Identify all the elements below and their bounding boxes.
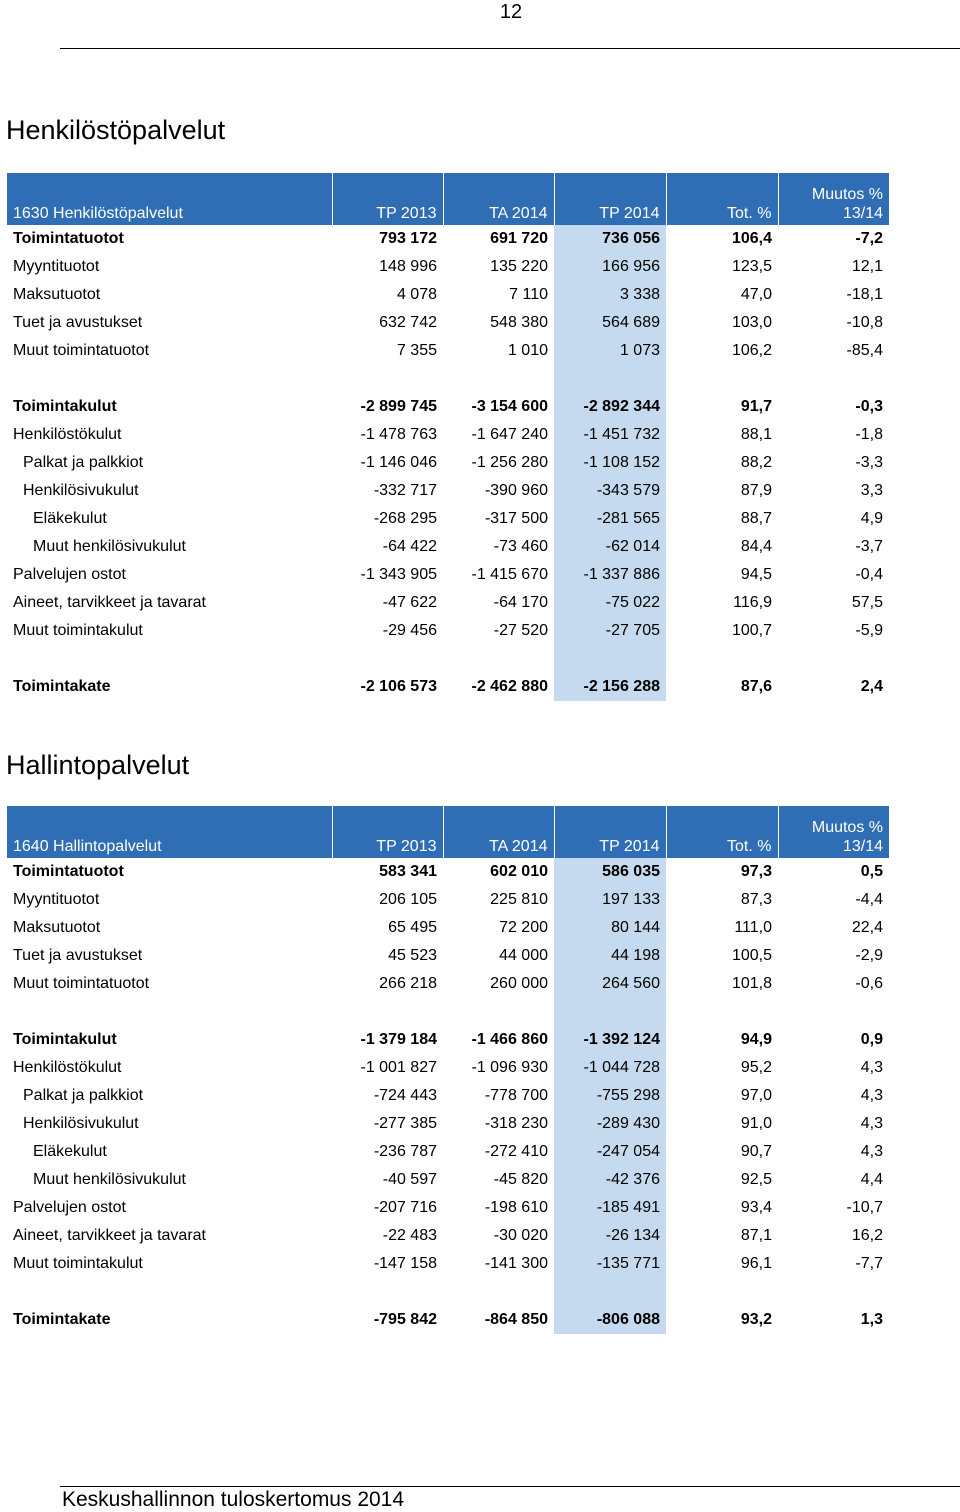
change-percent-cell: 57,5	[851, 594, 883, 611]
spacer-cell	[778, 1278, 889, 1306]
spacer-cell	[332, 365, 443, 393]
tp2014-cell: 197 133	[554, 886, 666, 914]
table-row	[7, 533, 889, 561]
row-label: Palvelujen ostot	[13, 566, 126, 583]
tp2013-cell: 206 105	[379, 891, 437, 908]
spacer-cell	[7, 998, 332, 1026]
tp2013-cell: -1 343 905	[360, 566, 437, 583]
tp2014-cell: -806 088	[554, 1306, 666, 1334]
row-label: Muut toimintatuotot	[13, 975, 150, 992]
ta2014-cell: 225 810	[490, 891, 548, 908]
tp2013-cell: -277 385	[373, 1115, 437, 1132]
ta2014-cell: -45 820	[493, 1171, 548, 1188]
ta2014-cell: -864 850	[484, 1311, 548, 1328]
tp2013-cell: -207 716	[373, 1199, 437, 1216]
header-unit-label: 1640 Hallintopalvelut	[7, 806, 332, 858]
change-percent-cell: -10,7	[846, 1199, 883, 1216]
change-percent-cell: -10,8	[846, 314, 883, 331]
tp2013-cell: 632 742	[379, 314, 437, 331]
tp2014-cell: 264 560	[554, 970, 666, 998]
tp2014-cell: -42 376	[554, 1166, 666, 1194]
header-change-percent	[778, 173, 889, 225]
change-percent-cell: -3,7	[855, 538, 883, 555]
table-row	[7, 1026, 889, 1054]
spacer-cell	[332, 645, 443, 673]
table-row	[7, 858, 889, 886]
tp2014-cell: 166 956	[554, 253, 666, 281]
tp2014-cell: -1 451 732	[554, 421, 666, 449]
section-title-henkilostopalvelut: Henkilöstöpalvelut	[6, 115, 226, 145]
row-label: Muut toimintakulut	[13, 1255, 143, 1272]
tp2014-cell: -135 771	[554, 1250, 666, 1278]
change-percent-cell: 2,4	[860, 678, 883, 695]
ta2014-cell: -30 020	[493, 1227, 548, 1244]
header-change-line1: Muutos %	[811, 186, 883, 203]
table-row	[7, 1138, 889, 1166]
tp2013-cell: -22 483	[382, 1227, 437, 1244]
table-row	[7, 1054, 889, 1082]
spacer-cell	[443, 1278, 554, 1306]
change-percent-cell: -0,4	[855, 566, 883, 583]
tot-percent-cell: 88,1	[740, 426, 772, 443]
tot-percent-cell: 94,5	[740, 566, 772, 583]
change-percent-cell: 4,3	[860, 1059, 883, 1076]
tp2014-cell: -1 392 124	[554, 1026, 666, 1054]
ta2014-cell: 548 380	[490, 314, 548, 331]
row-label: Toimintatuotot	[13, 863, 124, 880]
tp2013-cell: -40 597	[382, 1171, 437, 1188]
tp2014-cell: -27 705	[554, 617, 666, 645]
spacer-cell	[778, 645, 889, 673]
ta2014-cell: 691 720	[490, 230, 548, 247]
table-row	[7, 505, 889, 533]
tp2014-cell: -1 044 728	[554, 1054, 666, 1082]
tot-percent-cell: 94,9	[740, 1031, 772, 1048]
ta2014-cell: -272 410	[484, 1143, 548, 1160]
row-label: Palkat ja palkkiot	[23, 454, 144, 471]
tot-percent-cell: 95,2	[740, 1059, 772, 1076]
row-label: Toimintakate	[13, 1311, 111, 1328]
ta2014-cell: -317 500	[484, 510, 548, 527]
tot-percent-cell: 93,2	[740, 1311, 772, 1328]
tp2013-cell: -2 899 745	[360, 398, 437, 415]
table-row	[7, 393, 889, 421]
tot-percent-cell: 123,5	[731, 258, 772, 275]
table-row	[7, 1306, 889, 1334]
change-percent-cell: 1,3	[860, 1311, 883, 1328]
row-label: Maksutuotot	[13, 919, 101, 936]
footer-rule	[60, 1486, 960, 1487]
ta2014-cell: 135 220	[490, 258, 548, 275]
header-change-line2: 13/14	[842, 205, 883, 222]
tot-percent-cell: 87,1	[740, 1227, 772, 1244]
row-label: Toimintatuotot	[13, 230, 124, 247]
table-row	[7, 970, 889, 998]
tot-percent-cell: 116,9	[733, 594, 772, 611]
tp2013-cell: -1 146 046	[360, 454, 437, 471]
table-row	[7, 942, 889, 970]
ta2014-cell: 7 110	[509, 286, 548, 303]
tp2014-cell: -281 565	[554, 505, 666, 533]
table-row	[7, 914, 889, 942]
tp2014-cell: 564 689	[554, 309, 666, 337]
tp2013-cell: 45 523	[388, 947, 437, 964]
header-change-line1: Muutos %	[811, 819, 883, 836]
header-tot-percent: Tot. %	[666, 806, 778, 858]
spacer-row	[7, 365, 889, 393]
change-percent-cell: 4,4	[860, 1171, 883, 1188]
tp2013-cell: 4 078	[396, 286, 437, 303]
financial-table-henkilostopalvelut	[7, 173, 889, 701]
table-row	[7, 561, 889, 589]
tot-percent-cell: 97,0	[740, 1087, 772, 1104]
table-body	[7, 225, 889, 701]
table-row	[7, 1082, 889, 1110]
table-row	[7, 449, 889, 477]
tp2014-cell: -26 134	[554, 1222, 666, 1250]
header-ta2014: TA 2014	[443, 806, 554, 858]
tot-percent-cell: 97,3	[740, 863, 772, 880]
row-label: Aineet, tarvikkeet ja tavarat	[13, 1227, 206, 1244]
row-label: Eläkekulut	[33, 510, 107, 527]
row-label: Henkilösivukulut	[23, 482, 139, 499]
ta2014-cell: 1 010	[507, 342, 548, 359]
row-label: Henkilöstökulut	[13, 1059, 122, 1076]
row-label: Aineet, tarvikkeet ja tavarat	[13, 594, 206, 611]
tot-percent-cell: 84,4	[740, 538, 772, 555]
change-percent-cell: -7,7	[855, 1255, 883, 1272]
tp2013-cell: -29 456	[382, 622, 437, 639]
table-row	[7, 1166, 889, 1194]
spacer-cell	[7, 645, 332, 673]
tp2014-cell: -185 491	[554, 1194, 666, 1222]
spacer-cell	[778, 998, 889, 1026]
ta2014-cell: -778 700	[484, 1087, 548, 1104]
tp2014-cell: -62 014	[554, 533, 666, 561]
table-row	[7, 421, 889, 449]
change-percent-cell: 0,9	[860, 1031, 883, 1048]
tot-percent-cell: 88,2	[740, 454, 772, 471]
ta2014-cell: -390 960	[484, 482, 548, 499]
tp2014-cell: -289 430	[554, 1110, 666, 1138]
change-percent-cell: -0,3	[855, 398, 883, 415]
spacer-cell	[7, 1278, 332, 1306]
table-row	[7, 1222, 889, 1250]
row-label: Muut henkilösivukulut	[33, 1171, 186, 1188]
section-title-hallintopalvelut: Hallintopalvelut	[6, 750, 190, 780]
row-label: Myyntituotot	[13, 891, 100, 908]
tp2013-cell: -268 295	[373, 510, 437, 527]
tp2013-cell: 148 996	[379, 258, 437, 275]
table-row	[7, 281, 889, 309]
spacer-cell	[443, 645, 554, 673]
change-percent-cell: -7,2	[855, 230, 883, 247]
tp2014-cell: 80 144	[554, 914, 666, 942]
spacer-cell	[778, 365, 889, 393]
ta2014-cell: 44 000	[499, 947, 548, 964]
row-label: Tuet ja avustukset	[13, 947, 143, 964]
tot-percent-cell: 96,1	[740, 1255, 772, 1272]
header-tp2014: TP 2014	[554, 173, 666, 225]
tp2014-spacer-cell	[554, 645, 666, 673]
row-label: Henkilösivukulut	[23, 1115, 139, 1132]
ta2014-cell: -1 415 670	[471, 566, 548, 583]
tot-percent-cell: 87,3	[740, 891, 772, 908]
row-label: Tuet ja avustukset	[13, 314, 143, 331]
header-tp2013: TP 2013	[332, 173, 443, 225]
change-percent-cell: 22,4	[851, 919, 883, 936]
tp2014-cell: 736 056	[554, 225, 666, 253]
change-percent-cell: -1,8	[855, 426, 883, 443]
spacer-cell	[666, 645, 778, 673]
change-percent-cell: 12,1	[851, 258, 883, 275]
change-percent-cell: -85,4	[846, 342, 883, 359]
change-percent-cell: -0,6	[855, 975, 883, 992]
tot-percent-cell: 91,0	[740, 1115, 772, 1132]
tp2014-spacer-cell	[554, 998, 666, 1026]
tp2014-cell: -75 022	[554, 589, 666, 617]
ta2014-cell: -2 462 880	[471, 678, 548, 695]
tp2014-cell: 3 338	[554, 281, 666, 309]
spacer-cell	[443, 365, 554, 393]
page-number: 12	[499, 1, 523, 23]
tp2014-cell: -1 337 886	[554, 561, 666, 589]
row-label: Myyntituotot	[13, 258, 100, 275]
tot-percent-cell: 103,0	[731, 314, 772, 331]
tp2013-cell: -1 478 763	[360, 426, 437, 443]
table-row	[7, 589, 889, 617]
tp2014-cell: 586 035	[554, 858, 666, 886]
tot-percent-cell: 106,2	[731, 342, 772, 359]
tp2013-cell: -1 379 184	[360, 1031, 437, 1048]
header-change-percent	[778, 806, 889, 858]
row-label: Maksutuotot	[13, 286, 101, 303]
spacer-row	[7, 1278, 889, 1306]
ta2014-cell: -64 170	[493, 594, 548, 611]
spacer-cell	[443, 998, 554, 1026]
header-tp2013: TP 2013	[332, 806, 443, 858]
table-row	[7, 309, 889, 337]
tot-percent-cell: 88,7	[740, 510, 772, 527]
table-row	[7, 673, 889, 701]
table-header-row	[7, 173, 889, 225]
change-percent-cell: -2,9	[855, 947, 883, 964]
table-row	[7, 225, 889, 253]
row-label: Toimintakate	[13, 678, 111, 695]
tp2014-cell: -1 108 152	[554, 449, 666, 477]
tot-percent-cell: 91,7	[740, 398, 772, 415]
footer-text: Keskushallinnon tuloskertomus 2014	[62, 1488, 405, 1511]
ta2014-cell: 602 010	[490, 863, 548, 880]
ta2014-cell: 260 000	[490, 975, 548, 992]
table-row	[7, 1250, 889, 1278]
spacer-cell	[332, 1278, 443, 1306]
table-body	[7, 858, 889, 1334]
tp2013-cell: -795 842	[373, 1311, 437, 1328]
change-percent-cell: 16,2	[851, 1227, 883, 1244]
header-change-line2: 13/14	[842, 838, 883, 855]
tot-percent-cell: 101,8	[731, 975, 772, 992]
row-label: Henkilöstökulut	[13, 426, 122, 443]
tp2013-cell: -236 787	[373, 1143, 437, 1160]
tp2014-spacer-cell	[554, 365, 666, 393]
tot-percent-cell: 93,4	[740, 1199, 772, 1216]
table-row	[7, 337, 889, 365]
row-label: Toimintakulut	[13, 398, 117, 415]
tp2014-cell: 1 073	[554, 337, 666, 365]
tot-percent-cell: 92,5	[740, 1171, 772, 1188]
tp2014-cell: -2 156 288	[554, 673, 666, 701]
change-percent-cell: -18,1	[846, 286, 883, 303]
tp2013-cell: -2 106 573	[360, 678, 437, 695]
tp2014-spacer-cell	[554, 1278, 666, 1306]
ta2014-cell: -1 647 240	[471, 426, 548, 443]
change-percent-cell: 3,3	[860, 482, 883, 499]
tp2013-cell: 7 355	[396, 342, 437, 359]
tp2013-cell: -1 001 827	[360, 1059, 437, 1076]
change-percent-cell: 4,3	[860, 1087, 883, 1104]
ta2014-cell: -1 466 860	[471, 1031, 548, 1048]
ta2014-cell: -1 256 280	[471, 454, 548, 471]
spacer-cell	[7, 365, 332, 393]
tp2014-cell: 44 198	[554, 942, 666, 970]
header-rule	[60, 48, 960, 49]
spacer-row	[7, 645, 889, 673]
tot-percent-cell: 90,7	[740, 1143, 772, 1160]
row-label: Muut toimintakulut	[13, 622, 143, 639]
tot-percent-cell: 111,0	[734, 919, 772, 936]
tot-percent-cell: 87,6	[740, 678, 772, 695]
header-tot-percent: Tot. %	[666, 173, 778, 225]
ta2014-cell: -3 154 600	[471, 398, 548, 415]
tp2013-cell: 793 172	[379, 230, 437, 247]
header-tp2014: TP 2014	[554, 806, 666, 858]
financial-table-hallintopalvelut	[7, 806, 889, 1334]
row-label: Eläkekulut	[33, 1143, 107, 1160]
change-percent-cell: -4,4	[855, 891, 883, 908]
ta2014-cell: -73 460	[493, 538, 548, 555]
tot-percent-cell: 106,4	[731, 230, 772, 247]
change-percent-cell: 4,3	[860, 1143, 883, 1160]
tp2013-cell: 65 495	[388, 919, 437, 936]
tp2013-cell: -47 622	[382, 594, 437, 611]
tp2013-cell: 266 218	[379, 975, 437, 992]
ta2014-cell: -1 096 930	[471, 1059, 548, 1076]
tp2013-cell: -147 158	[373, 1255, 437, 1272]
tot-percent-cell: 47,0	[740, 286, 772, 303]
ta2014-cell: 72 200	[499, 919, 548, 936]
row-label: Palkat ja palkkiot	[23, 1087, 144, 1104]
tp2013-cell: -64 422	[382, 538, 437, 555]
table-row	[7, 1110, 889, 1138]
row-label: Toimintakulut	[13, 1031, 117, 1048]
table-row	[7, 1194, 889, 1222]
spacer-row	[7, 998, 889, 1026]
spacer-cell	[666, 998, 778, 1026]
table-row	[7, 617, 889, 645]
table-row	[7, 477, 889, 505]
tp2014-cell: -247 054	[554, 1138, 666, 1166]
change-percent-cell: 0,5	[860, 863, 883, 880]
tp2014-cell: -755 298	[554, 1082, 666, 1110]
spacer-cell	[332, 998, 443, 1026]
change-percent-cell: -5,9	[855, 622, 883, 639]
row-label: Muut toimintatuotot	[13, 342, 150, 359]
change-percent-cell: 4,9	[860, 510, 883, 527]
table-row	[7, 886, 889, 914]
ta2014-cell: -27 520	[493, 622, 548, 639]
tp2014-cell: -343 579	[554, 477, 666, 505]
header-unit-label: 1630 Henkilöstöpalvelut	[7, 173, 332, 225]
tp2013-cell: 583 341	[379, 863, 437, 880]
tot-percent-cell: 100,5	[731, 947, 772, 964]
tp2014-cell: -2 892 344	[554, 393, 666, 421]
tot-percent-cell: 87,9	[740, 482, 772, 499]
ta2014-cell: -198 610	[484, 1199, 548, 1216]
change-percent-cell: -3,3	[855, 454, 883, 471]
tp2013-cell: -724 443	[373, 1087, 437, 1104]
row-label: Palvelujen ostot	[13, 1199, 126, 1216]
change-percent-cell: 4,3	[860, 1115, 883, 1132]
tot-percent-cell: 100,7	[731, 622, 772, 639]
table-row	[7, 253, 889, 281]
table-header-row	[7, 806, 889, 858]
ta2014-cell: -141 300	[484, 1255, 548, 1272]
spacer-cell	[666, 1278, 778, 1306]
ta2014-cell: -318 230	[484, 1115, 548, 1132]
row-label: Muut henkilösivukulut	[33, 538, 186, 555]
header-ta2014: TA 2014	[443, 173, 554, 225]
spacer-cell	[666, 365, 778, 393]
tp2013-cell: -332 717	[373, 482, 437, 499]
